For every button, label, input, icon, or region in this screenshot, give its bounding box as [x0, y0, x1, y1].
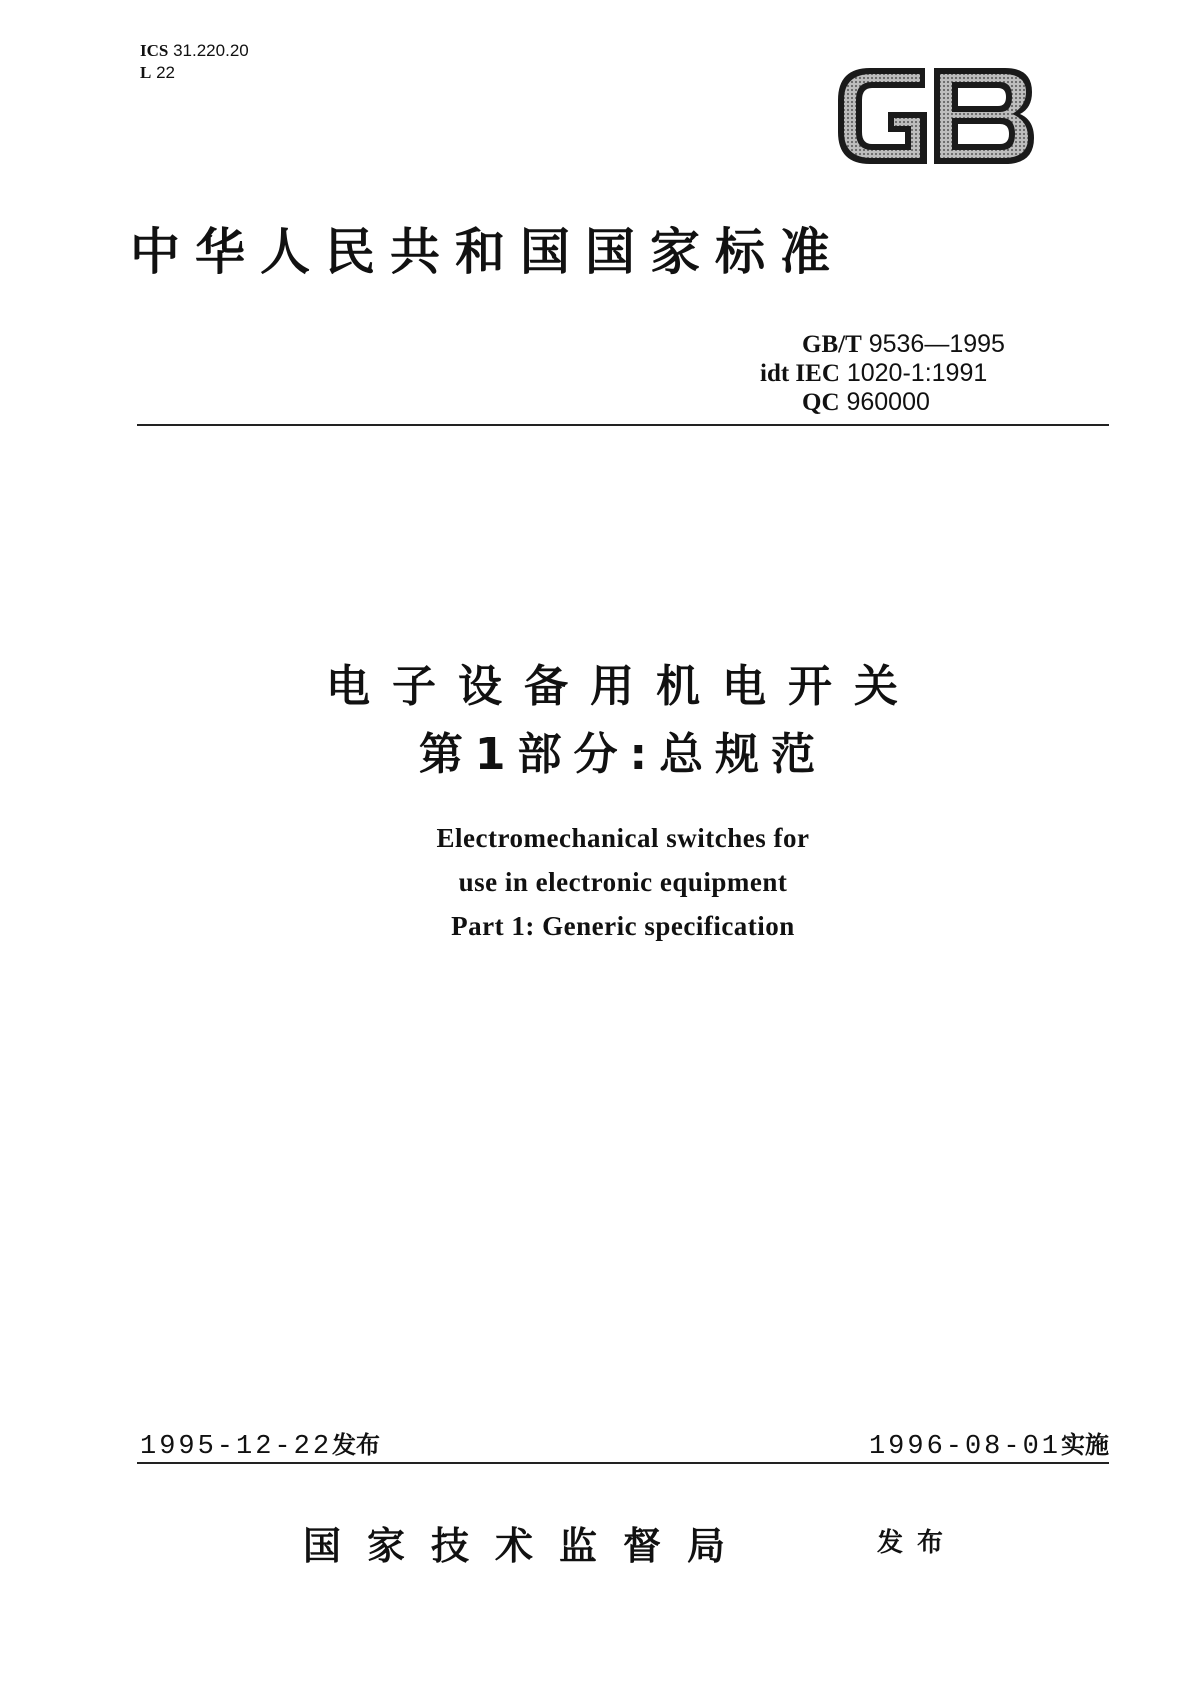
ics-line	[140, 40, 249, 62]
ccs-label: L	[140, 63, 152, 82]
issuer-action: 发布	[877, 1528, 958, 1558]
effective-date-line	[869, 1425, 1109, 1462]
effective-label: 实施	[1061, 1431, 1109, 1459]
qc-line	[760, 388, 1005, 417]
gbt-label: GB/T	[802, 331, 862, 358]
ccs-code: 22	[156, 63, 175, 82]
publish-label: 发布	[332, 1431, 381, 1459]
gb-logo-mark	[838, 68, 1034, 164]
title-cn-line2: 第1部分:总规范	[418, 729, 828, 780]
idt-line	[760, 359, 1005, 388]
title-en-line2: use in electronic equipment	[458, 867, 788, 897]
title-en-line1: Electromechanical switches for	[436, 823, 810, 853]
title-cn-line1: 电子设备用机电开关	[326, 661, 920, 712]
publish-date: 1995-12-22	[140, 1432, 333, 1462]
idt-label: idt IEC	[760, 360, 840, 387]
gb-logo	[830, 60, 1040, 172]
qc-label: QC	[802, 389, 840, 416]
national-standard-title: 中华人民共和国国家标准	[130, 222, 845, 281]
header-divider	[137, 424, 1109, 426]
ccs-line	[140, 62, 249, 84]
classification-codes	[140, 40, 249, 84]
title-en-line3: Part 1: Generic specification	[451, 911, 795, 941]
footer-divider	[137, 1462, 1109, 1464]
publish-date-line	[140, 1425, 380, 1462]
idt-number: 1020-1:1991	[846, 359, 988, 387]
effective-date: 1996-08-01	[868, 1432, 1061, 1462]
gbt-number: 9536—1995	[868, 330, 1005, 358]
standard-numbers	[760, 330, 1005, 417]
issuer-name: 国家技术监督局	[303, 1523, 752, 1568]
qc-number: 960000	[846, 388, 930, 416]
gbt-number-line	[760, 330, 1005, 359]
ics-code: 31.220.20	[173, 41, 249, 60]
ics-label: ICS	[140, 41, 169, 60]
title-en	[137, 816, 1109, 948]
